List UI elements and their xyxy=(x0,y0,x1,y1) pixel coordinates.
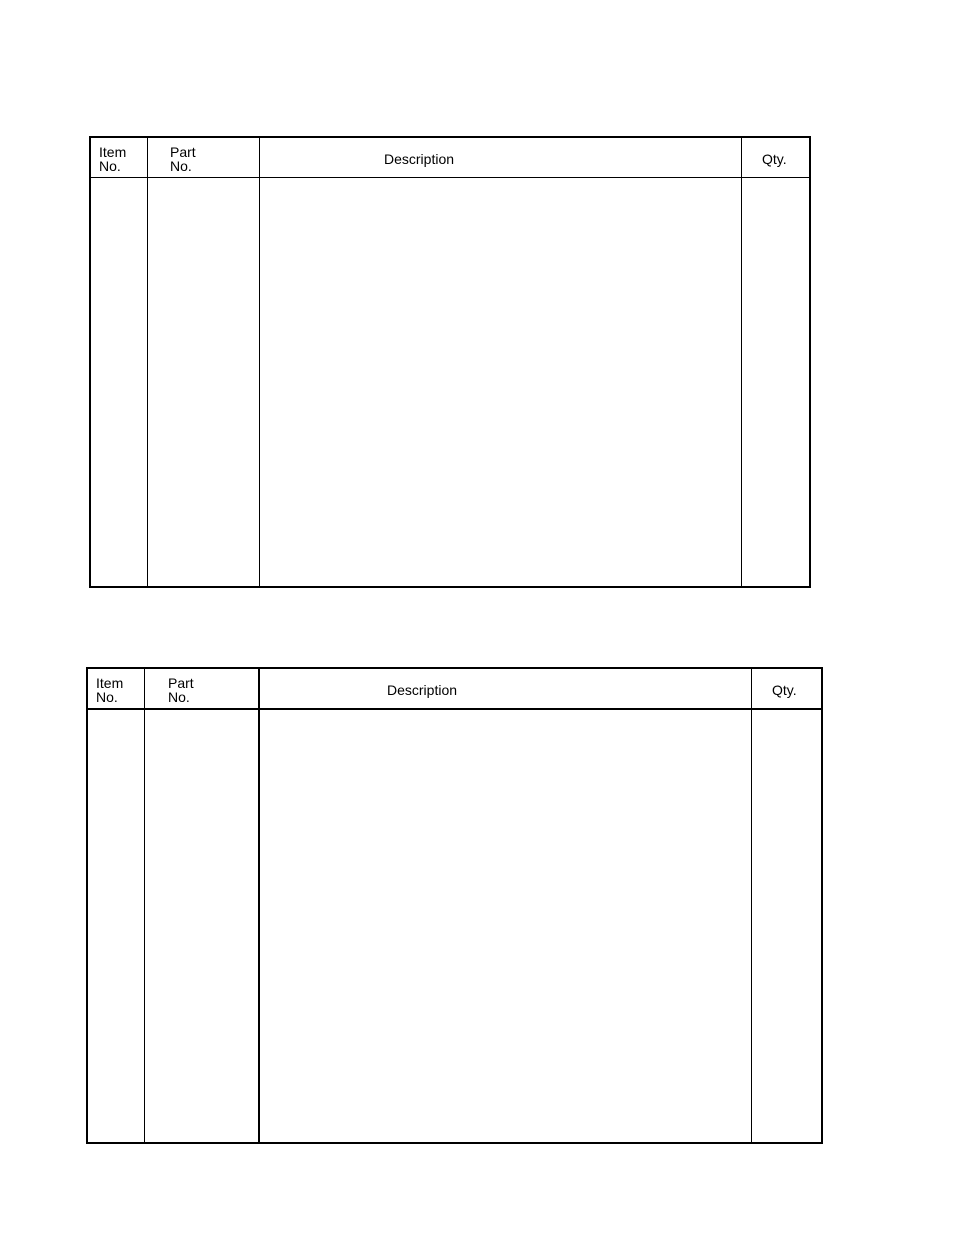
column-divider-description xyxy=(741,138,742,586)
header-description: Description xyxy=(384,151,455,167)
column-divider-part xyxy=(259,138,260,586)
header-item-line2: No. xyxy=(96,689,118,705)
header-part-line1: Part xyxy=(168,675,194,691)
header-item-no xyxy=(96,676,123,704)
header-part-line2: No. xyxy=(170,158,192,174)
column-divider-part xyxy=(258,669,260,1142)
header-part-line1: Part xyxy=(170,144,196,160)
header-item-line2: No. xyxy=(99,158,121,174)
header-item-no xyxy=(99,145,126,173)
column-divider-item xyxy=(147,138,148,586)
header-item-line1: Item xyxy=(99,144,127,160)
header-item-line1: Item xyxy=(96,675,124,691)
header-part-line2: No. xyxy=(168,689,190,705)
header-description: Description xyxy=(387,682,458,698)
header-part-no xyxy=(168,676,194,704)
column-divider-item xyxy=(144,669,145,1142)
header-qty: Qty. xyxy=(772,682,797,698)
header-part-no xyxy=(170,145,196,173)
header-qty: Qty. xyxy=(762,151,787,167)
column-divider-description xyxy=(751,669,752,1142)
parts-table-1 xyxy=(89,136,811,588)
parts-table-2 xyxy=(86,667,823,1144)
